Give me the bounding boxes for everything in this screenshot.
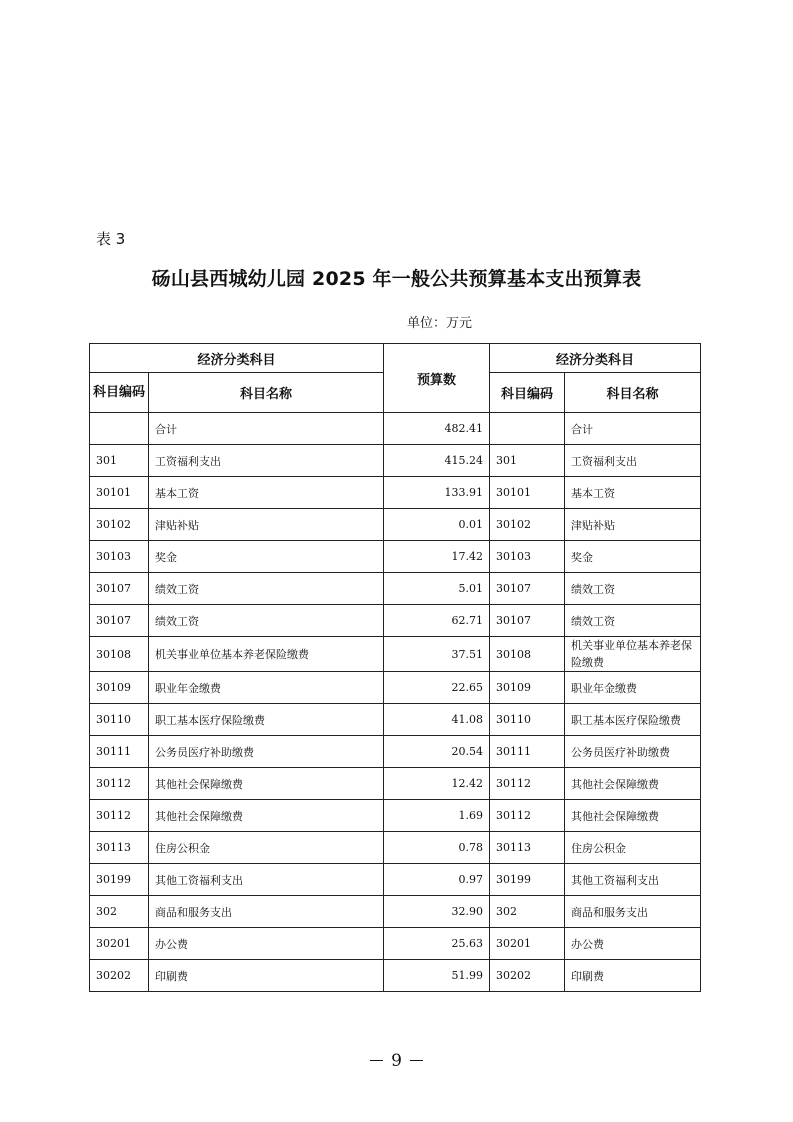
row-amount: 482.41 [384, 413, 490, 445]
row-name-right: 印刷费 [565, 960, 701, 992]
row-code-left: 302 [90, 896, 149, 928]
page-number-dash-right [410, 1060, 423, 1061]
row-code-right: 30202 [490, 960, 565, 992]
row-name-left: 工资福利支出 [149, 445, 384, 477]
row-name-right: 合计 [565, 413, 701, 445]
row-name-left: 奖金 [149, 541, 384, 573]
table-row [90, 832, 701, 864]
row-code-right: 30108 [490, 637, 565, 672]
table-row [90, 896, 701, 928]
row-amount: 0.97 [384, 864, 490, 896]
row-code-left: 30112 [90, 800, 149, 832]
row-name-left: 合计 [149, 413, 384, 445]
row-amount: 22.65 [384, 672, 490, 704]
table-row [90, 413, 701, 445]
header-row-group [90, 344, 701, 373]
table-row [90, 864, 701, 896]
row-code-left: 30102 [90, 509, 149, 541]
header-name-left: 科目名称 [149, 373, 384, 413]
header-name-right: 科目名称 [565, 373, 701, 413]
row-name-left: 津贴补贴 [149, 509, 384, 541]
row-code-left: 30111 [90, 736, 149, 768]
row-amount: 1.69 [384, 800, 490, 832]
row-name-left: 其他工资福利支出 [149, 864, 384, 896]
row-code-left: 30199 [90, 864, 149, 896]
row-amount: 20.54 [384, 736, 490, 768]
row-name-right: 绩效工资 [565, 573, 701, 605]
row-code-right: 30112 [490, 768, 565, 800]
row-name-left: 住房公积金 [149, 832, 384, 864]
row-name-right: 基本工资 [565, 477, 701, 509]
row-name-left: 商品和服务支出 [149, 896, 384, 928]
table-row [90, 736, 701, 768]
row-name-right: 其他工资福利支出 [565, 864, 701, 896]
table-row [90, 928, 701, 960]
row-code-right: 30199 [490, 864, 565, 896]
row-name-left: 绩效工资 [149, 573, 384, 605]
row-name-right: 津贴补贴 [565, 509, 701, 541]
table-label: 表 3 [96, 230, 126, 248]
row-name-right: 商品和服务支出 [565, 896, 701, 928]
row-amount: 133.91 [384, 477, 490, 509]
row-amount: 0.01 [384, 509, 490, 541]
unit-label: 单位：万元 [407, 316, 473, 331]
page-number-value: 9 [391, 1051, 402, 1071]
row-code-left: 30101 [90, 477, 149, 509]
row-code-right: 30107 [490, 573, 565, 605]
row-name-right: 绩效工资 [565, 605, 701, 637]
row-code-right: 301 [490, 445, 565, 477]
row-amount: 415.24 [384, 445, 490, 477]
table-row [90, 800, 701, 832]
row-name-left: 办公费 [149, 928, 384, 960]
row-name-right: 公务员医疗补助缴费 [565, 736, 701, 768]
table-row [90, 637, 701, 672]
row-code-right: 30102 [490, 509, 565, 541]
row-name-left: 公务员医疗补助缴费 [149, 736, 384, 768]
row-code-left: 30112 [90, 768, 149, 800]
document-title: 砀山县西城幼儿园 2025 年一般公共预算基本支出预算表 [151, 268, 642, 290]
header-code-right: 科目编码 [490, 373, 565, 413]
table-row [90, 704, 701, 736]
budget-table-body [90, 344, 701, 992]
row-name-right: 机关事业单位基本养老保险缴费 [565, 637, 701, 672]
table-row [90, 509, 701, 541]
table-row [90, 605, 701, 637]
row-amount: 32.90 [384, 896, 490, 928]
row-code-right: 30110 [490, 704, 565, 736]
row-name-right: 职工基本医疗保险缴费 [565, 704, 701, 736]
row-code-left: 30109 [90, 672, 149, 704]
row-code-left: 30202 [90, 960, 149, 992]
row-name-right: 办公费 [565, 928, 701, 960]
table-row [90, 477, 701, 509]
table-row [90, 573, 701, 605]
row-name-left: 绩效工资 [149, 605, 384, 637]
row-code-right: 30101 [490, 477, 565, 509]
row-name-left: 其他社会保障缴费 [149, 768, 384, 800]
row-amount: 12.42 [384, 768, 490, 800]
row-amount: 5.01 [384, 573, 490, 605]
row-code-left: 30113 [90, 832, 149, 864]
row-name-left: 其他社会保障缴费 [149, 800, 384, 832]
row-code-right: 30201 [490, 928, 565, 960]
row-code-left: 30107 [90, 573, 149, 605]
row-amount: 41.08 [384, 704, 490, 736]
row-code-left: 30108 [90, 637, 149, 672]
row-name-left: 职业年金缴费 [149, 672, 384, 704]
row-code-right [490, 413, 565, 445]
header-budget: 预算数 [384, 344, 490, 413]
budget-table [89, 343, 701, 992]
row-code-right: 30107 [490, 605, 565, 637]
row-name-left: 基本工资 [149, 477, 384, 509]
row-code-left: 30107 [90, 605, 149, 637]
row-amount: 37.51 [384, 637, 490, 672]
row-name-left: 机关事业单位基本养老保险缴费 [149, 637, 384, 672]
row-code-right: 30111 [490, 736, 565, 768]
row-amount: 17.42 [384, 541, 490, 573]
row-code-left: 301 [90, 445, 149, 477]
row-name-right: 职业年金缴费 [565, 672, 701, 704]
row-amount: 25.63 [384, 928, 490, 960]
table-row [90, 541, 701, 573]
row-name-left: 职工基本医疗保险缴费 [149, 704, 384, 736]
row-name-left: 印刷费 [149, 960, 384, 992]
row-code-right: 302 [490, 896, 565, 928]
row-code-left: 30103 [90, 541, 149, 573]
row-code-right: 30113 [490, 832, 565, 864]
row-code-right: 30103 [490, 541, 565, 573]
page-number-dash-left [370, 1060, 383, 1061]
row-name-right: 其他社会保障缴费 [565, 800, 701, 832]
row-code-right: 30112 [490, 800, 565, 832]
page-number [0, 1051, 793, 1071]
row-name-right: 住房公积金 [565, 832, 701, 864]
row-name-right: 奖金 [565, 541, 701, 573]
table-row [90, 445, 701, 477]
table-row [90, 672, 701, 704]
row-name-right: 工资福利支出 [565, 445, 701, 477]
row-name-right: 其他社会保障缴费 [565, 768, 701, 800]
header-group-right: 经济分类科目 [490, 344, 701, 373]
table-row [90, 768, 701, 800]
header-code-left: 科目编码 [90, 373, 149, 413]
row-code-right: 30109 [490, 672, 565, 704]
row-code-left: 30110 [90, 704, 149, 736]
table-row [90, 960, 701, 992]
row-amount: 0.78 [384, 832, 490, 864]
header-group-left: 经济分类科目 [90, 344, 384, 373]
row-amount: 51.99 [384, 960, 490, 992]
row-code-left [90, 413, 149, 445]
row-code-left: 30201 [90, 928, 149, 960]
row-amount: 62.71 [384, 605, 490, 637]
